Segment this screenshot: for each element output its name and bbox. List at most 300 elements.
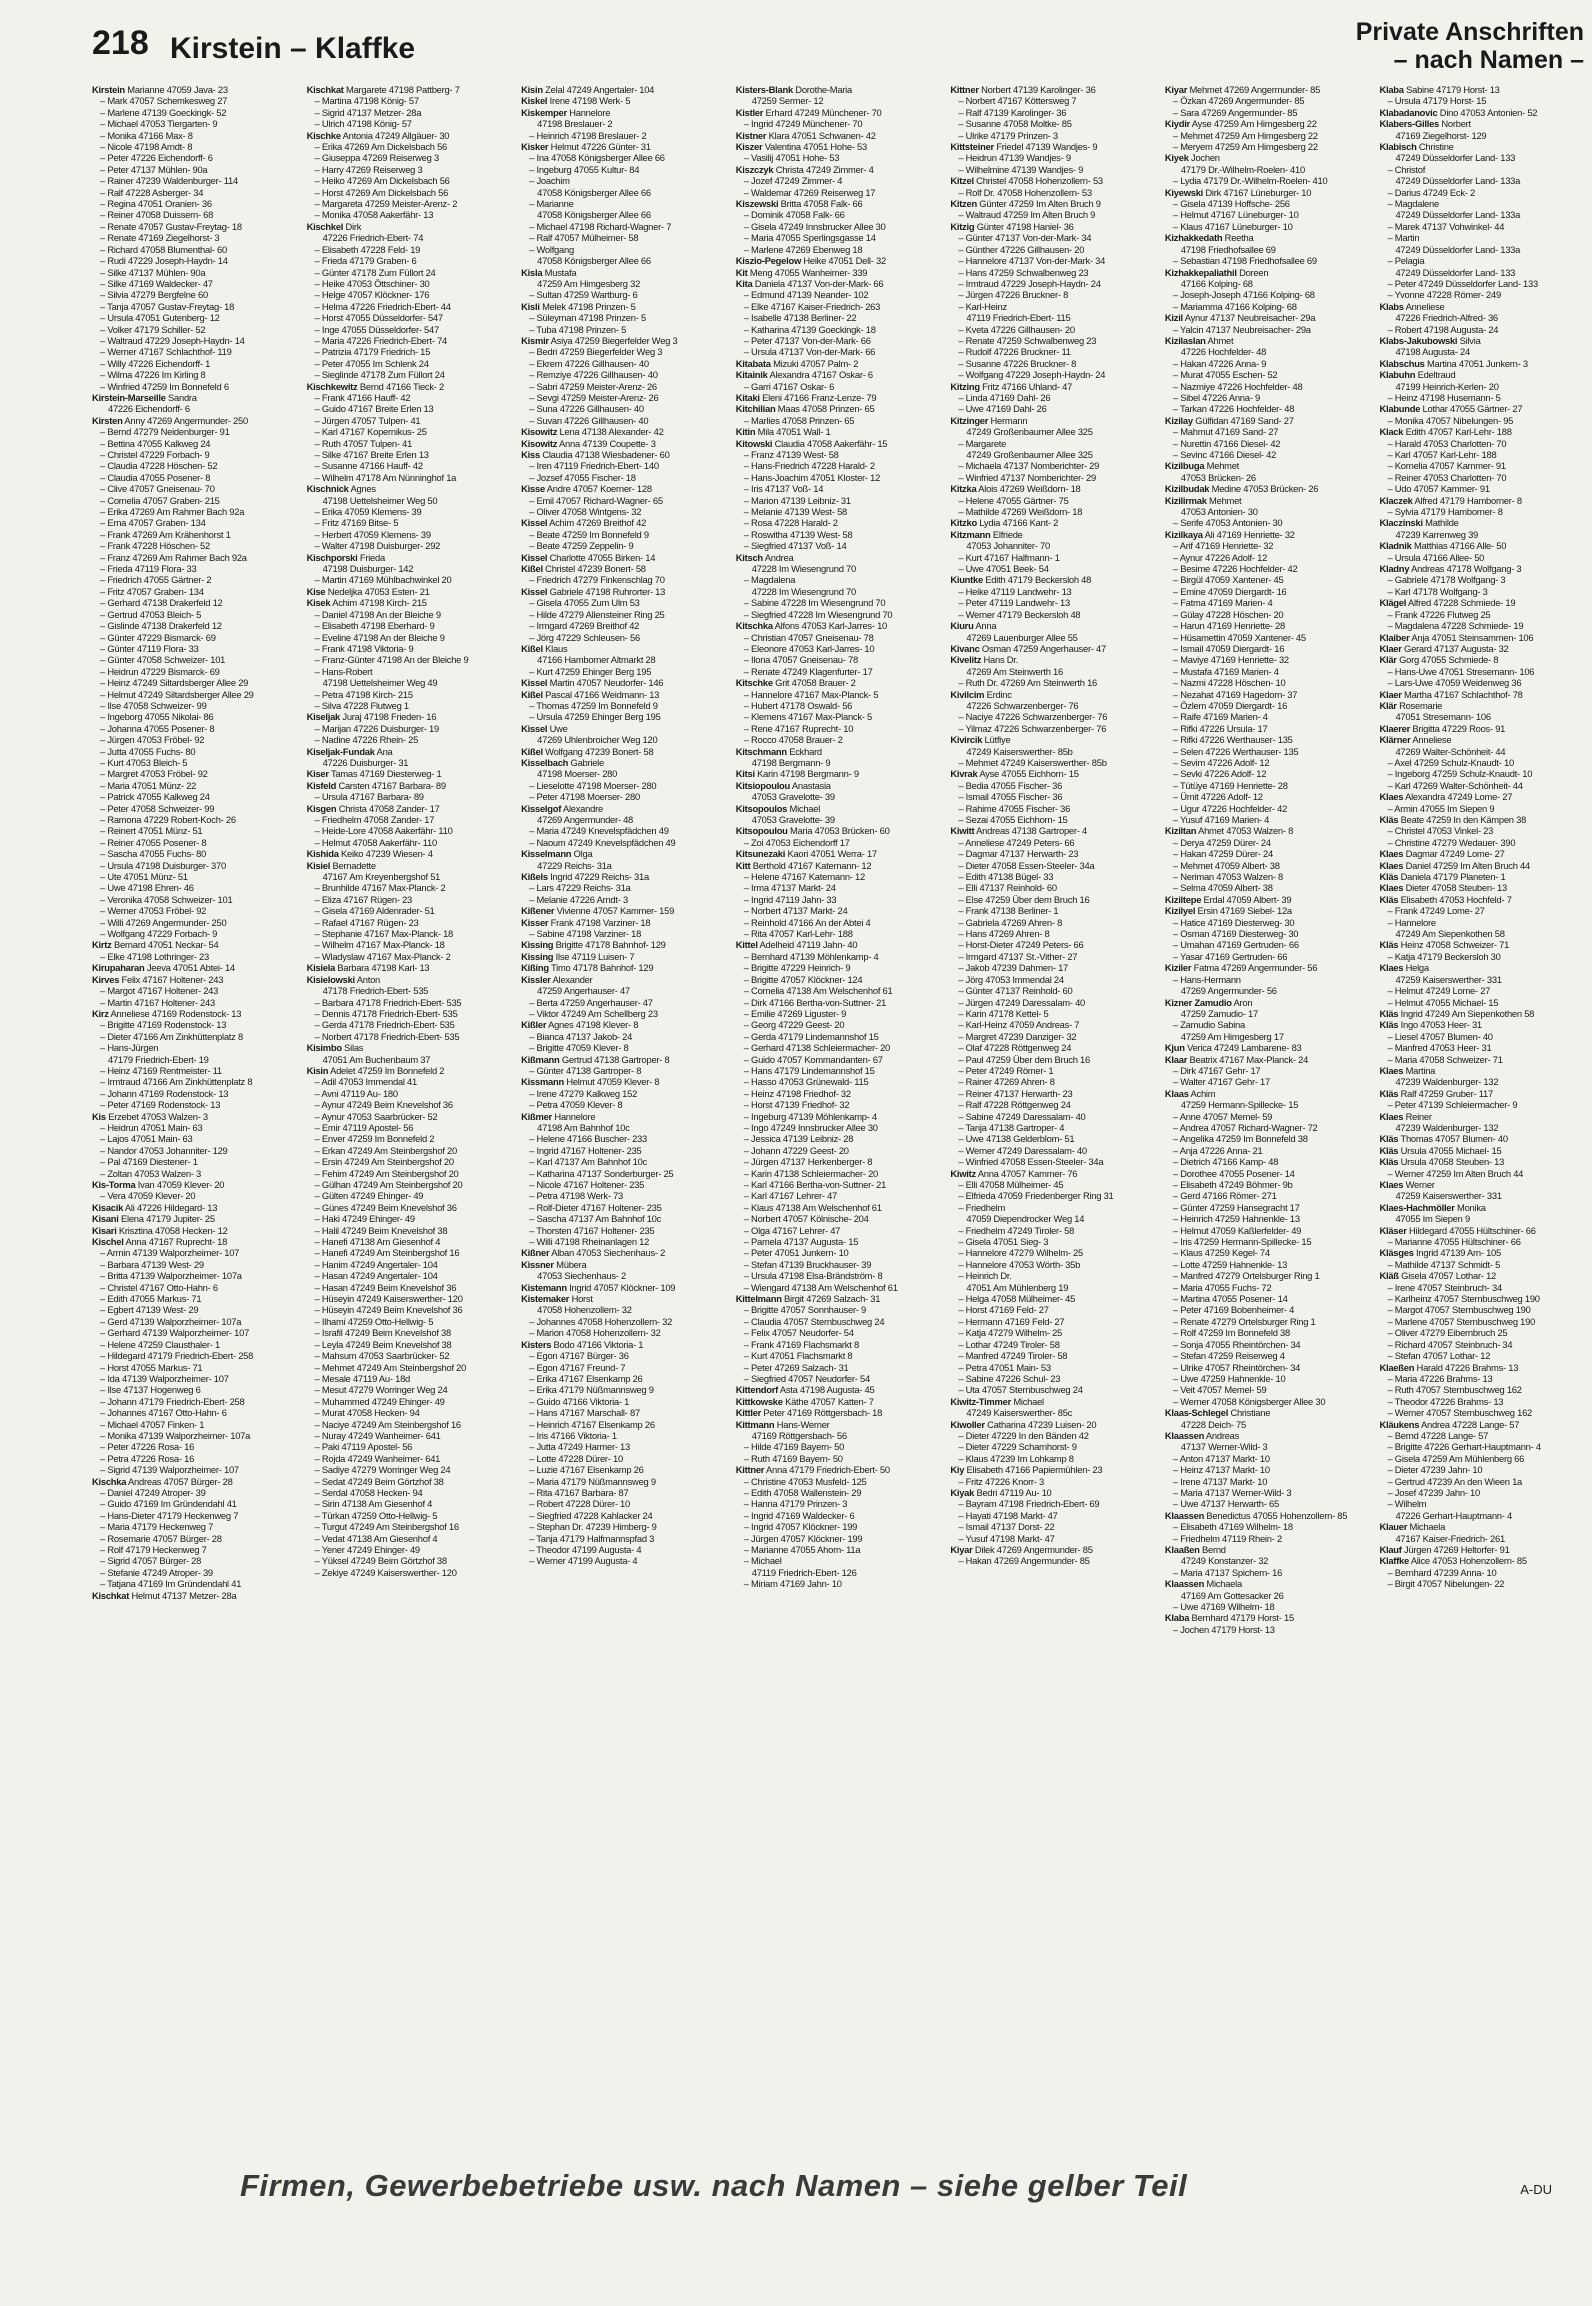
directory-entry — [1165, 1590, 1374, 1601]
entry-details: – Werner 47199 Augusta- 4 — [529, 1555, 638, 1567]
entry-details: – Günter 47137 Von-der-Mark- 34 — [958, 232, 1092, 244]
entry-details: 47269 Lauenburger Allee 55 — [966, 631, 1078, 643]
entry-details: – Monika 47166 Max- 8 — [100, 129, 193, 141]
entry-details: – Mariamma 47166 Kolping- 68 — [1172, 300, 1297, 312]
directory-entry — [92, 1190, 301, 1201]
entry-details: Ali 47226 Hildegard- 13 — [123, 1201, 218, 1213]
entry-details: – Silke 47169 Waldecker- 47 — [100, 277, 213, 289]
entry-details: – Aynur 47053 Saarbrücker- 52 — [314, 1110, 438, 1122]
entry-details: – Karl-Heinz — [958, 300, 1007, 312]
directory-entry — [92, 1099, 301, 1110]
directory-entry — [1379, 1316, 1588, 1327]
directory-entry — [736, 1145, 945, 1156]
entry-surname: Kläser — [1379, 1224, 1407, 1236]
entry-details: – Jessica 47139 Leibniz- 28 — [743, 1133, 854, 1145]
entry-details: Heinz 47058 Schweizer- 71 — [1398, 939, 1510, 951]
entry-surname: Kischkewitz — [306, 380, 358, 392]
entry-details: – Manfred 47249 Tiroler- 58 — [958, 1350, 1068, 1362]
entry-details: Beatrix 47167 Max-Planck- 24 — [1187, 1053, 1309, 1065]
directory-entry — [1165, 928, 1374, 939]
entry-details: – Wilhelm — [1387, 1498, 1427, 1510]
entry-surname: Kirves — [92, 973, 120, 985]
entry-surname: Kißner — [521, 1247, 550, 1259]
entry-details: – Rolf 47179 Heckenweg 7 — [100, 1544, 207, 1555]
entry-details: – Clive 47057 Gneisenau- 70 — [100, 483, 215, 495]
directory-entry — [307, 198, 516, 209]
directory-entry — [1379, 1019, 1588, 1030]
directory-entry — [307, 324, 516, 335]
entry-details: – Udo 47057 Kammer- 91 — [1387, 483, 1490, 495]
directory-entry — [1165, 1088, 1374, 1099]
entry-details: – Peter 47058 Schweizer- 99 — [100, 802, 215, 814]
entry-details: Anneliese — [1403, 300, 1445, 312]
directory-entry — [1379, 1076, 1588, 1087]
directory-entry — [521, 1384, 730, 1395]
entry-details: – Iris 47166 Viktoria- 1 — [529, 1429, 617, 1441]
entry-details: – Katharina 47137 Sonderburger- 25 — [529, 1167, 674, 1179]
directory-entry — [1165, 1031, 1374, 1042]
directory-entry — [521, 780, 730, 791]
entry-details: – Guido 47166 Viktoria- 1 — [529, 1395, 630, 1407]
directory-entry — [92, 1293, 301, 1304]
entry-details: 47249 Kaiserswerther- 85b — [966, 745, 1073, 757]
directory-entry — [950, 620, 1159, 631]
entry-details: Wolfgang 47239 Bonert- 58 — [542, 745, 654, 757]
directory-entry — [1165, 586, 1374, 597]
directory-entry — [1379, 723, 1588, 734]
directory-entry — [307, 711, 516, 722]
entry-details: – Tanja 47138 Gartroper- 4 — [958, 1121, 1065, 1133]
entry-details: 47259 Kaiserswerther- 331 — [1395, 973, 1502, 985]
entry-surname: Kizhakkedath — [1164, 232, 1223, 244]
entry-details: Anna 47139 Coupette- 3 — [557, 437, 656, 449]
entry-details: – Rojda 47249 Wanheimer- 641 — [314, 1452, 441, 1464]
directory-entry — [521, 905, 730, 916]
entry-details: – Yüksel 47249 Beim Görtzhof 38 — [314, 1555, 447, 1567]
directory-entry — [1165, 1168, 1374, 1179]
entry-details: Brigitte 47178 Bahnhof- 129 — [553, 939, 666, 951]
directory-entry — [736, 1236, 945, 1247]
directory-entry — [307, 1521, 516, 1532]
directory-entry — [950, 1464, 1159, 1475]
entry-details: Christa 47249 Zimmer- 4 — [773, 163, 874, 175]
entry-details: 47228 Deich- 75 — [1180, 1418, 1246, 1430]
entry-details: – Uwe 47138 Gelderblom- 51 — [958, 1133, 1075, 1145]
entry-details: – Marion 47058 Hohenzollern- 32 — [529, 1327, 661, 1339]
directory-entry — [521, 278, 730, 289]
directory-entry — [521, 552, 730, 563]
directory-entry — [92, 1236, 301, 1247]
directory-entry — [736, 369, 945, 380]
entry-surname: Kischkel — [306, 220, 344, 232]
directory-entry — [736, 244, 945, 255]
entry-details: – Josef 47239 Jahn- 10 — [1387, 1486, 1480, 1498]
entry-details: – Jürgen 47137 Herkenberger- 8 — [743, 1156, 873, 1168]
directory-entry — [92, 620, 301, 631]
entry-surname: Kitsopoulou — [735, 825, 788, 837]
entry-details: – Murat 47055 Eschen- 52 — [1172, 369, 1278, 381]
directory-entry — [1379, 312, 1588, 323]
entry-surname: Klabadanovic — [1379, 106, 1438, 118]
directory-entry — [950, 574, 1159, 585]
entry-details: – Gabriele 47178 Wolfgang- 3 — [1387, 574, 1506, 586]
directory-entry — [521, 1396, 730, 1407]
entry-details: – Stephanie 47167 Max-Planck- 18 — [314, 928, 454, 940]
entry-details: Ingrid 47229 Reichs- 31a — [547, 871, 649, 883]
entry-details: – Margret 47239 Danziger- 32 — [958, 1030, 1077, 1042]
directory-entry — [307, 1156, 516, 1167]
entry-details: Grit 47058 Brauer- 2 — [772, 677, 856, 689]
entry-details: Mathilde — [1422, 517, 1459, 529]
directory-entry — [92, 1498, 301, 1509]
directory-entry — [1379, 1373, 1588, 1384]
entry-details: – Helma 47226 Friedrich-Ebert- 44 — [314, 300, 451, 312]
entry-details: – Maria 47137 Werner-Wild- 3 — [1172, 1486, 1292, 1498]
directory-entry — [1379, 711, 1588, 722]
entry-surname: Kisla — [521, 266, 543, 278]
directory-entry — [92, 985, 301, 996]
directory-entry — [307, 677, 516, 688]
directory-entry — [521, 757, 730, 768]
directory-entry — [307, 278, 516, 289]
entry-surname: Kit — [735, 266, 748, 278]
directory-entry — [92, 1350, 301, 1361]
directory-entry — [1165, 1054, 1374, 1065]
entry-details: Catharina 47239 Luisen- 20 — [984, 1418, 1097, 1430]
directory-entry — [950, 871, 1159, 882]
directory-entry — [307, 917, 516, 928]
entry-details: – Arif 47169 Henriette- 32 — [1172, 540, 1274, 552]
directory-entry — [1379, 939, 1588, 950]
entry-details: Erzebet 47053 Walzen- 3 — [105, 1110, 208, 1122]
entry-details: Eleni 47166 Franz-Lenze- 79 — [759, 391, 877, 403]
directory-entry — [1379, 974, 1588, 985]
entry-details: – Melanie 47139 West- 58 — [743, 506, 848, 518]
directory-entry — [1165, 1327, 1374, 1338]
entry-details: – Mesale 47119 Au- 18d — [314, 1372, 411, 1384]
directory-entry — [1165, 95, 1374, 106]
directory-entry — [1165, 335, 1374, 346]
entry-details: Anneliese 47169 Rodenstock- 13 — [108, 1007, 242, 1019]
entry-details: – Ida 47139 Walporzheimer- 107 — [100, 1372, 229, 1384]
directory-entry — [92, 1430, 301, 1441]
entry-surname: Kischke — [306, 129, 341, 141]
entry-details: Dirk 47167 Lüneburger- 10 — [1203, 186, 1312, 198]
directory-entry — [521, 1304, 730, 1315]
entry-surname: Kisselgof — [521, 802, 562, 814]
entry-details: – Karl 47167 Lehrer- 47 — [743, 1190, 838, 1202]
directory-entry — [521, 209, 730, 220]
directory-entry — [950, 1282, 1159, 1293]
entry-details: – Giuseppa 47269 Reiserweg 3 — [314, 152, 439, 164]
entry-details: – Werner 47058 Königsberger Allee 30 — [1172, 1395, 1326, 1407]
entry-details: – Robert 47198 Augusta- 24 — [1387, 323, 1499, 335]
directory-entry — [1165, 700, 1374, 711]
entry-details: – Mustafa 47169 Marien- 4 — [1172, 665, 1279, 677]
directory-entry — [950, 711, 1159, 722]
directory-entry — [1165, 472, 1374, 483]
directory-entry — [1379, 1054, 1588, 1065]
entry-details: Edith 47057 Karl-Lehr- 188 — [1403, 426, 1512, 438]
entry-surname: Klabuhn — [1379, 369, 1416, 381]
directory-entry — [1165, 415, 1374, 426]
entry-details: – Gerd 47139 Walporzheimer- 107a — [100, 1315, 242, 1327]
entry-details: Andrea 47228 Lange- 57 — [1419, 1418, 1520, 1430]
entry-details: – Claudia 47057 Sternbuschweg 24 — [743, 1315, 885, 1327]
directory-entry — [521, 689, 730, 700]
entry-details: – Olga 47167 Lehrer- 47 — [743, 1224, 841, 1236]
entry-details: – Tatjana 47169 Im Gründendahl 41 — [100, 1578, 242, 1590]
entry-surname: Kißmann — [521, 1053, 560, 1065]
entry-surname: Kittel — [735, 939, 758, 951]
entry-details: 47249 Düsseldorfer Land- 133 — [1395, 152, 1516, 164]
entry-details: – Bedri 47259 Biegerfelder Weg 3 — [529, 346, 663, 358]
directory-entry — [1165, 1099, 1374, 1110]
entry-details: – Helga 47058 Mülheimer- 45 — [958, 1293, 1076, 1305]
directory-entry — [1379, 1008, 1588, 1019]
entry-details: – Bernd 47228 Lange- 57 — [1387, 1429, 1489, 1441]
entry-details: 47053 Gravelotte- 39 — [751, 814, 835, 825]
entry-surname: Klaassen — [1164, 1429, 1205, 1441]
directory-entry — [1165, 632, 1374, 643]
entry-details: – Nadine 47226 Rhein- 25 — [314, 734, 419, 746]
entry-details: – Silva 47228 Flutweg 1 — [314, 699, 409, 711]
entry-surname: Kissing — [521, 939, 554, 951]
directory-entry — [521, 403, 730, 414]
entry-surname: Klack — [1379, 426, 1404, 438]
directory-entry — [1379, 426, 1588, 437]
entry-details: Asta 47198 Augusta- 45 — [778, 1384, 875, 1396]
directory-entry — [1165, 267, 1374, 278]
entry-details: – Peter 47137 Mühlen- 90a — [100, 163, 208, 175]
directory-entry — [1379, 1464, 1588, 1475]
directory-entry — [1165, 734, 1374, 745]
directory-entry — [521, 1282, 730, 1293]
directory-entry — [1165, 723, 1374, 734]
directory-entry — [1379, 654, 1588, 665]
directory-entry — [736, 1373, 945, 1384]
entry-details: – Günter 47178 Zum Füllort 24 — [314, 266, 436, 278]
entry-details: Britta 47058 Falk- 66 — [778, 198, 863, 210]
directory-entry — [92, 84, 301, 95]
directory-entry — [92, 780, 301, 791]
directory-entry — [1165, 1202, 1374, 1213]
entry-details: Claudia 47138 Wiesbadener- 60 — [539, 449, 670, 460]
directory-entry — [736, 1270, 945, 1281]
entry-surname: Kissner — [521, 1258, 554, 1270]
entry-details: – Hakan 47226 Anna- 9 — [1172, 357, 1267, 369]
directory-entry — [92, 1145, 301, 1156]
entry-details: Aron — [1231, 996, 1253, 1008]
entry-details: Lothar 47055 Gärtner- 27 — [1420, 403, 1523, 415]
directory-entry — [92, 278, 301, 289]
entry-surname: Kirupaharan — [92, 962, 145, 974]
entry-details: Hannelore — [551, 1110, 596, 1122]
directory-entry — [92, 654, 301, 665]
entry-surname: Kirz — [92, 1007, 109, 1019]
entry-details: – Maviye 47169 Henriette- 32 — [1172, 654, 1289, 666]
entry-details: – Marlene 47139 Goeckingk- 52 — [100, 106, 227, 118]
entry-details: 47169 Röttgersbach- 56 — [751, 1429, 847, 1441]
entry-details: Christel 47058 Hohenzollern- 53 — [973, 175, 1103, 187]
directory-entry — [950, 84, 1159, 95]
directory-entry — [307, 1510, 516, 1521]
directory-entry — [307, 1476, 516, 1487]
directory-entry — [307, 1498, 516, 1509]
entry-surname: Kisowitz — [521, 426, 558, 438]
entry-details: – Zamudio Sabina — [1172, 1019, 1245, 1031]
directory-entry — [1379, 1533, 1588, 1544]
entry-details: Hannelore — [566, 106, 611, 118]
entry-surname: Kißels — [521, 871, 548, 883]
directory-entry — [950, 997, 1159, 1008]
directory-entry — [950, 335, 1159, 346]
directory-entry — [950, 1339, 1159, 1350]
entry-details: – Heidrun 47229 Bismarck- 69 — [100, 665, 220, 677]
directory-entry — [1379, 1327, 1588, 1338]
entry-details: – Heike 47119 Landwehr- 13 — [958, 585, 1072, 597]
entry-surname: Kittler — [735, 1407, 762, 1419]
entry-details: 47051 Am Mühlenberg 19 — [966, 1281, 1069, 1293]
entry-surname: Kivrak — [950, 768, 978, 780]
entry-details: – Emil 47057 Richard-Wagner- 65 — [529, 494, 663, 506]
directory-entry — [307, 1464, 516, 1475]
directory-entry — [521, 620, 730, 631]
directory-entry — [92, 1476, 301, 1487]
entry-details: – Ute 47051 Münz- 51 — [100, 871, 188, 883]
entry-details: Pascal 47166 Weidmann- 13 — [542, 688, 660, 700]
directory-entry — [307, 1088, 516, 1099]
directory-entry — [1379, 1259, 1588, 1270]
entry-details: 47249 Kaiserswerther- 85c — [966, 1407, 1073, 1419]
entry-details: – Horst 47269 Am Dickelsbach 56 — [314, 186, 449, 198]
entry-surname: Kladnik — [1379, 540, 1412, 552]
entry-details: Berthold 47167 Katernann- 12 — [750, 859, 872, 871]
directory-entry — [736, 1476, 945, 1487]
directory-entry — [92, 1521, 301, 1532]
entry-surname: Kisek — [306, 597, 331, 609]
directory-entry — [307, 837, 516, 848]
directory-entry — [950, 1179, 1159, 1190]
directory-entry — [307, 632, 516, 643]
directory-entry — [1379, 552, 1588, 563]
entry-details: – Suna 47226 Gillhausen- 40 — [529, 403, 644, 415]
entry-surname: Kiyak — [950, 1486, 975, 1498]
directory-entry — [1379, 324, 1588, 335]
entry-details: Andreas 47138 Gartroper- 4 — [974, 825, 1087, 837]
directory-entry — [950, 791, 1159, 802]
entry-details: – Ursula 47137 Von-der-Mark- 66 — [743, 346, 876, 358]
entry-surname: Kischkat — [92, 1589, 130, 1601]
directory-entry — [521, 951, 730, 962]
directory-entry — [92, 1122, 301, 1133]
entry-details: Alexandra 47167 Oskar- 6 — [767, 369, 873, 381]
directory-entry — [736, 312, 945, 323]
directory-entry — [1165, 1350, 1374, 1361]
entry-details: 47259 Hermann-Spillecke- 15 — [1180, 1099, 1299, 1111]
directory-entry — [521, 803, 730, 814]
directory-entry — [521, 221, 730, 232]
entry-surname: Kistemann — [521, 1281, 567, 1293]
entry-details: – Britta 47139 Walporzheimer- 107a — [100, 1270, 242, 1282]
entry-details: – Ingo 47249 Innsbrucker Allee 30 — [743, 1121, 878, 1133]
entry-details: – Aynur 47226 Adolf- 12 — [1172, 551, 1268, 563]
directory-entry — [736, 1453, 945, 1464]
directory-entry — [92, 460, 301, 471]
directory-entry — [1379, 1339, 1588, 1350]
entry-details: – Klaus 47259 Kegel- 74 — [1172, 1247, 1270, 1259]
directory-entry — [1165, 848, 1374, 859]
directory-entry — [1379, 894, 1588, 905]
entry-surname: Kirstein-Marseille — [92, 391, 166, 403]
entry-details: – Gülten 47249 Ehinger- 49 — [314, 1190, 424, 1202]
entry-details: – Heinrich Dr. — [958, 1270, 1012, 1282]
entry-details: – Darius 47249 Eck- 2 — [1387, 186, 1475, 198]
directory-entry — [307, 1350, 516, 1361]
entry-details: 47229 Reichs- 31a — [537, 859, 612, 871]
directory-entry — [736, 609, 945, 620]
directory-entry — [307, 1555, 516, 1566]
directory-entry — [950, 1236, 1159, 1247]
directory-entry — [521, 974, 730, 985]
entry-details: Dino 47053 Antonien- 52 — [1437, 106, 1538, 118]
directory-entry — [1379, 187, 1588, 198]
directory-entry — [307, 620, 516, 631]
directory-entry — [521, 1464, 730, 1475]
entry-details: – Gertrud 47239 An den Wieen 1a — [1387, 1475, 1523, 1487]
entry-details: – Renate 47169 Ziegelhorst- 3 — [100, 232, 220, 244]
directory-entry — [92, 1316, 301, 1327]
entry-details: – Gisela 47259 Am Mühlenberg 66 — [1387, 1452, 1525, 1464]
directory-entry — [736, 860, 945, 871]
entry-details: 47249 Am Siepenkothen 58 — [1395, 928, 1505, 940]
directory-entry — [1165, 1282, 1374, 1293]
entry-surname: Kiskel — [521, 95, 548, 107]
entry-surname: Kitschka — [735, 620, 773, 632]
entry-details: Meng 47055 Wanheimer- 339 — [747, 266, 868, 278]
directory-entry — [307, 1304, 516, 1315]
directory-entry — [1165, 301, 1374, 312]
directory-entry — [1165, 620, 1374, 631]
entry-details: – Ersin 47249 Am Steinbergshof 20 — [314, 1156, 454, 1168]
directory-entry — [950, 939, 1159, 950]
directory-entry — [521, 529, 730, 540]
directory-entry — [1165, 1624, 1374, 1635]
directory-entry — [307, 1168, 516, 1179]
directory-entry — [1379, 780, 1588, 791]
directory-entry — [92, 358, 301, 369]
directory-entry — [1165, 860, 1374, 871]
entry-surname: Kizilkaya — [1164, 528, 1203, 540]
directory-entry — [92, 438, 301, 449]
entry-surname: Klaes-Hachmöller — [1379, 1201, 1455, 1213]
directory-entry — [1165, 209, 1374, 220]
entry-details: Ingo 47053 Heer- 31 — [1398, 1019, 1482, 1031]
entry-details: – Anne 47057 Memel- 59 — [1172, 1110, 1273, 1122]
entry-details: – Mathilde 47269 Weißdorn- 18 — [958, 506, 1083, 518]
directory-entry — [521, 1441, 730, 1452]
directory-entry — [1379, 1111, 1588, 1122]
entry-details: – Wilma 47226 Im Kirling 8 — [100, 369, 206, 381]
entry-details: – Margot 47057 Sternbuschweg 190 — [1387, 1304, 1531, 1316]
entry-details: Adelheid 47119 Jahn- 40 — [757, 939, 858, 951]
entry-details: Mizuki 47057 Palm- 2 — [770, 357, 859, 369]
entry-surname: Kladny — [1379, 563, 1410, 575]
column-7 — [1379, 84, 1588, 2130]
directory-entry — [950, 529, 1159, 540]
entry-surname: Kischkat — [306, 84, 344, 95]
directory-entry — [1165, 278, 1374, 289]
